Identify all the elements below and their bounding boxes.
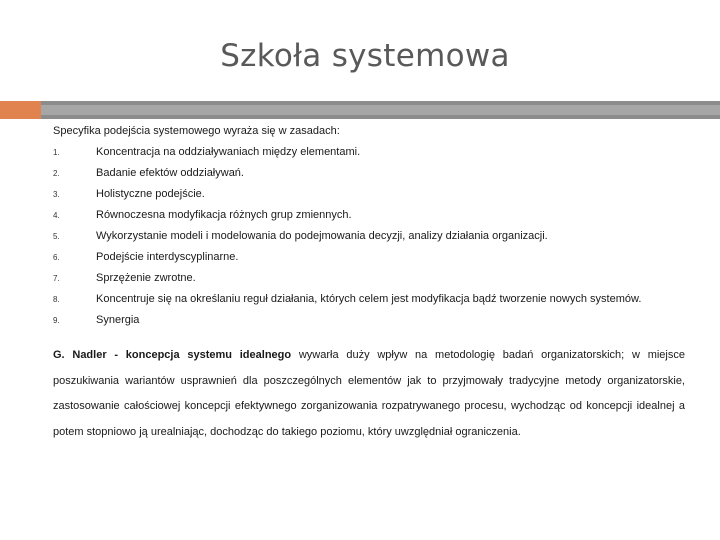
list-number: 9. <box>53 316 60 325</box>
list-item <box>53 146 685 160</box>
list-text: Koncentruje się na określaniu reguł działania, których celem jest modyfikacja bądź tworzenie nowych systemów. <box>96 293 642 305</box>
list-item <box>53 314 685 328</box>
slide-title: Szkoła systemowa <box>220 38 510 74</box>
list-item <box>53 209 685 223</box>
list-text: Sprzężenie zwrotne. <box>96 272 196 284</box>
list-number: 6. <box>53 253 60 262</box>
nadler-text: wywarła duży wpływ na metodologię badań organizatorskich; w miejsce poszukiwania wariantów usprawnień dla poszczególnych elementów jak to przyjmowały tradycyjne metody organizatorskie, zastosowanie całościowej koncepcji efektywnego zorganizowania rozpatrywanego procesu, wychodząc od koncepcji idealnej a potem stopniowo ją urealniając, dochodząc do takiego poziomu, który uwzględniał ograniczenia. <box>53 349 685 438</box>
list-number: 1. <box>53 148 60 157</box>
list-number: 4. <box>53 211 60 220</box>
list-item <box>53 251 685 265</box>
list-item <box>53 293 685 307</box>
intro-text: Specyfika podejścia systemowego wyraża się w zasadach: <box>53 125 340 137</box>
list-item <box>53 167 685 181</box>
list-number: 5. <box>53 232 60 241</box>
nadler-paragraph <box>53 343 685 445</box>
nadler-heading: G. Nadler - koncepcja systemu idealnego <box>53 349 292 361</box>
list-text: Synergia <box>96 314 140 326</box>
list-text: Podejście interdyscyplinarne. <box>96 251 239 263</box>
list-number: 8. <box>53 295 60 304</box>
list-item <box>53 272 685 286</box>
list-text: Badanie efektów oddziaływań. <box>96 167 244 179</box>
list-text: Holistyczne podejście. <box>96 188 205 200</box>
title-accent-bar <box>0 101 41 119</box>
principles-list <box>53 146 685 328</box>
list-item <box>53 188 685 202</box>
list-number: 2. <box>53 169 60 178</box>
title-divider-bar <box>41 101 720 119</box>
list-text: Koncentracja na oddziaływaniach między elementami. <box>96 146 361 158</box>
list-text: Wykorzystanie modeli i modelowania do podejmowania decyzji, analizy działania organizacji. <box>96 230 548 242</box>
list-item <box>53 230 685 244</box>
slide-content <box>53 124 685 456</box>
list-number: 3. <box>53 190 60 199</box>
list-number: 7. <box>53 274 60 283</box>
list-text: Równoczesna modyfikacja różnych grup zmiennych. <box>96 209 352 221</box>
